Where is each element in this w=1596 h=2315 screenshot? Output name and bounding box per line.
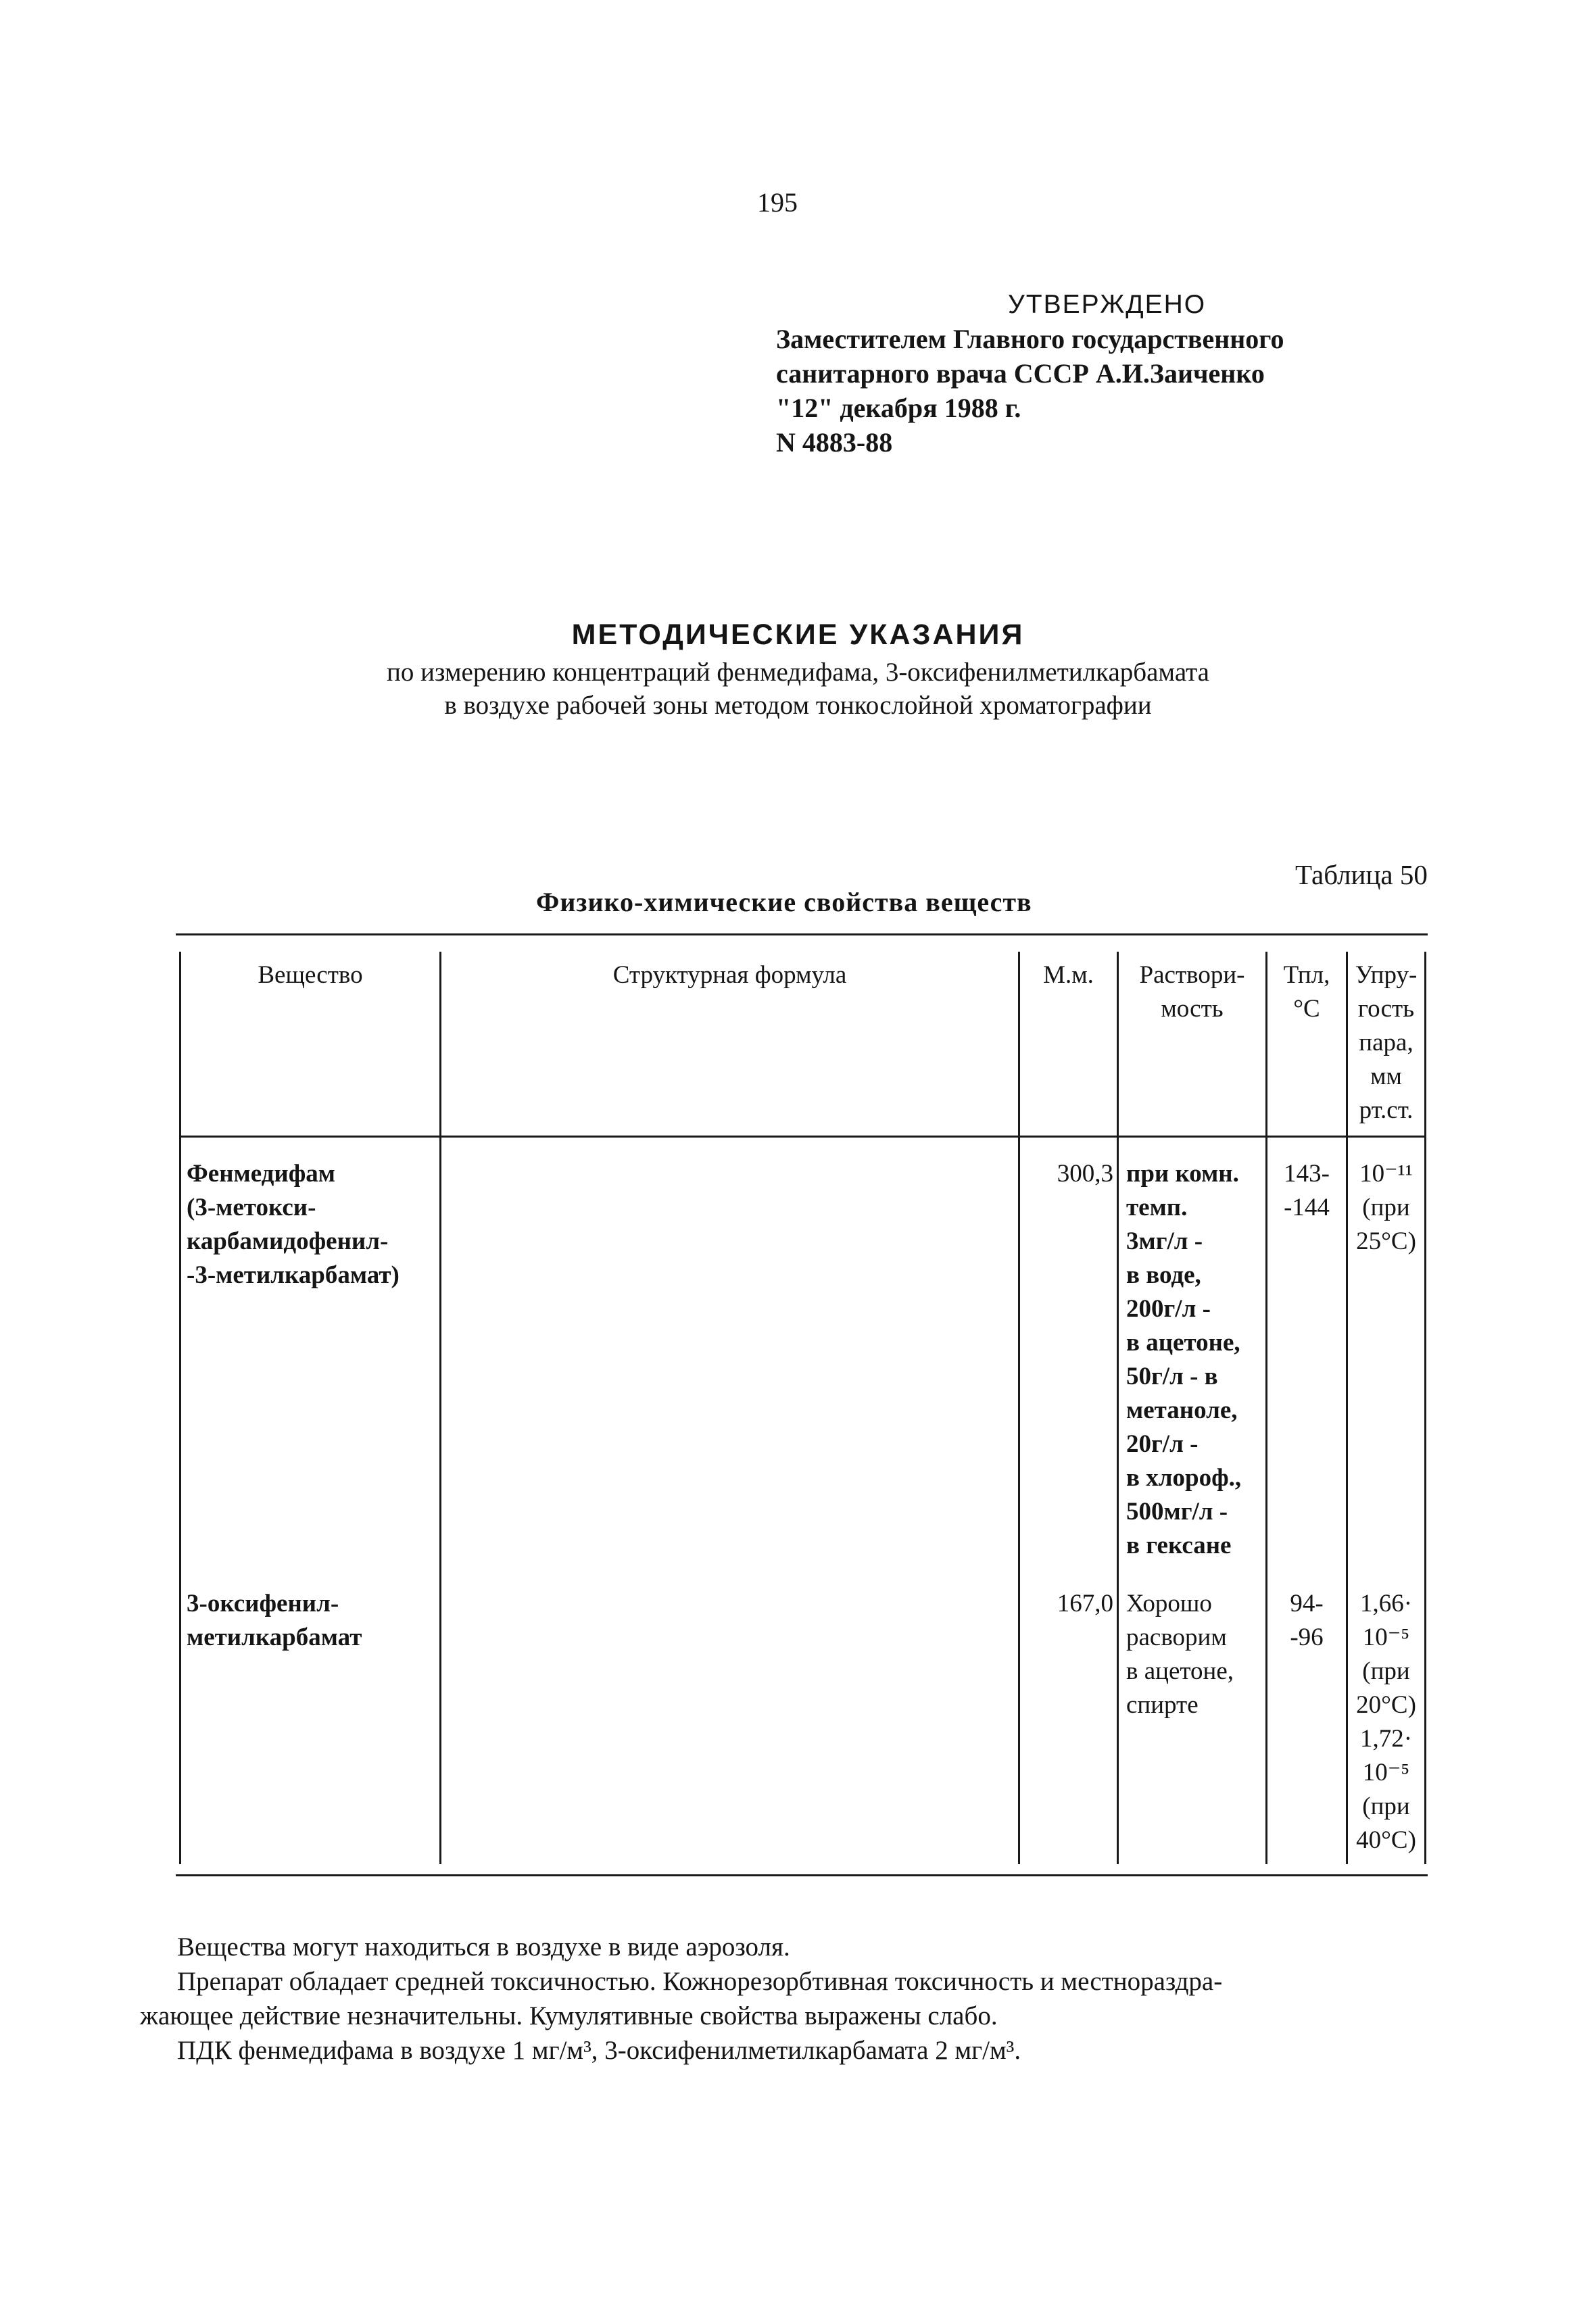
header-separator: [179, 1136, 1426, 1138]
column-divider: [1018, 952, 1020, 1864]
solubility-line: при комн.: [1126, 1160, 1239, 1188]
vapor-pressure-line: (при: [1362, 1793, 1410, 1820]
table-right-border: [1424, 952, 1426, 1864]
melting-point-cell: [1267, 1157, 1346, 1225]
notes-block: [140, 1930, 1461, 2068]
melting-point-line: -96: [1290, 1624, 1324, 1651]
note-paragraph: ПДК фенмедифама в воздухе 1 мг/м³, 3-оксифенилметилкарбамата 2 мг/м³.: [177, 2036, 1021, 2065]
vapor-pressure-line: 20°С): [1356, 1691, 1416, 1719]
note-paragraph: жающее действие незначительны. Кумулятивные свойства выражены слабо.: [140, 2001, 998, 2030]
substance-line: метилкарбамат: [187, 1624, 362, 1651]
column-header: [1348, 958, 1424, 1127]
column-header: [441, 958, 1018, 992]
page-number: 195: [757, 187, 798, 218]
molar-mass-cell: 167,0: [1057, 1590, 1113, 1617]
table-left-border: [179, 952, 181, 1864]
vapor-pressure-line: 40°С): [1356, 1826, 1416, 1854]
molar-mass-cell: 300,3: [1057, 1160, 1113, 1188]
column-header-line: мость: [1161, 995, 1224, 1023]
column-header: [1119, 958, 1265, 1026]
solubility-line: 50г/л - в: [1126, 1363, 1218, 1390]
subtitle-line: в воздухе рабочей зоны методом тонкослойной хроматографии: [444, 691, 1152, 720]
column-header-line: пара,: [1359, 1029, 1413, 1056]
approval-line: Заместителем Главного государственного: [776, 324, 1284, 354]
solubility-line: расворим: [1126, 1624, 1227, 1651]
substance-line: 3-оксифенил-: [187, 1590, 339, 1617]
approval-line: санитарного врача СССР А.И.Заиченко: [776, 358, 1265, 389]
substance-line: (3-метокси-: [187, 1194, 316, 1221]
column-header-line: °С: [1293, 995, 1320, 1023]
vapor-pressure-line: 25°С): [1356, 1227, 1416, 1255]
melting-point-cell: [1267, 1587, 1346, 1655]
column-header: [1020, 958, 1117, 992]
column-header-line: Раствори-: [1139, 961, 1245, 989]
solubility-line: в хлороф.,: [1126, 1464, 1242, 1492]
column-header-line: рт.ст.: [1359, 1096, 1413, 1124]
note-paragraph: Препарат обладает средней токсичностью. Кожнорезорбтивная токсичность и местнораздра-: [177, 1967, 1223, 1996]
solubility-line: метаноле,: [1126, 1396, 1238, 1424]
solubility-line: в ацетоне,: [1126, 1329, 1240, 1357]
approval-line: N 4883-88: [776, 427, 893, 458]
vapor-pressure-cell: [1348, 1157, 1424, 1259]
vapor-pressure-line: (при: [1362, 1194, 1410, 1221]
column-divider: [439, 952, 441, 1864]
vapor-pressure-cell: [1348, 1587, 1424, 1857]
solubility-line: 200г/л -: [1126, 1295, 1211, 1323]
melting-point-line: 143-: [1284, 1160, 1330, 1188]
table-row-substance: [187, 1157, 438, 1292]
substance-line: Фенмедифам: [187, 1160, 335, 1188]
column-divider: [1117, 952, 1119, 1864]
table-row-substance: [187, 1587, 438, 1655]
substance-line: карбамидофенил-: [187, 1227, 389, 1255]
table-top-rule: [176, 933, 1428, 935]
column-header: [181, 958, 439, 992]
column-header-line: М.м.: [1043, 961, 1094, 989]
approval-heading: УТВЕРЖДЕНО: [1008, 290, 1207, 319]
approval-line: "12" декабря 1988 г.: [776, 393, 1021, 423]
table-caption: Физико-химические свойства веществ: [536, 887, 1032, 917]
column-header-line: Тпл,: [1283, 961, 1330, 989]
solubility-line: темп.: [1126, 1194, 1188, 1221]
melting-point-line: 94-: [1290, 1590, 1324, 1617]
vapor-pressure-line: 10⁻¹¹: [1359, 1160, 1413, 1188]
vapor-pressure-line: (при: [1362, 1657, 1410, 1685]
vapor-pressure-line: 10⁻⁵: [1362, 1624, 1410, 1651]
document-title: МЕТОДИЧЕСКИЕ УКАЗАНИЯ: [571, 618, 1025, 651]
solubility-cell: [1126, 1157, 1265, 1563]
subtitle-line: по измерению концентраций фенмедифама, 3-оксифенилметилкарбамата: [387, 658, 1209, 687]
vapor-pressure-line: 10⁻⁵: [1362, 1759, 1410, 1786]
solubility-line: в ацетоне,: [1126, 1657, 1234, 1685]
column-header: [1267, 958, 1346, 1026]
melting-point-line: -144: [1284, 1194, 1330, 1221]
document-subtitle: [0, 656, 1596, 722]
solubility-line: Хорошо: [1126, 1590, 1212, 1617]
solubility-cell: [1126, 1587, 1265, 1722]
solubility-line: в гексане: [1126, 1532, 1232, 1559]
column-divider: [1265, 952, 1267, 1864]
solubility-line: в воде,: [1126, 1261, 1201, 1289]
column-header-line: мм: [1370, 1063, 1402, 1090]
column-header-line: Вещество: [258, 961, 363, 989]
table-bottom-rule: [176, 1874, 1428, 1876]
column-header-line: гость: [1357, 995, 1415, 1023]
vapor-pressure-line: 1,72·: [1359, 1725, 1413, 1753]
solubility-line: 3мг/л -: [1126, 1227, 1203, 1255]
solubility-line: 500мг/л -: [1126, 1498, 1228, 1526]
table-number: Таблица 50: [1295, 859, 1428, 890]
approval-block: [776, 287, 1284, 460]
substance-line: -3-метилкарбамат): [187, 1261, 400, 1289]
column-header-line: Упру-: [1355, 961, 1418, 989]
solubility-line: 20г/л -: [1126, 1430, 1199, 1458]
column-header-line: Структурная формула: [612, 961, 847, 989]
vapor-pressure-line: 1,66·: [1359, 1590, 1413, 1617]
solubility-line: спирте: [1126, 1691, 1199, 1719]
note-paragraph: Вещества могут находиться в воздухе в виде аэрозоля.: [177, 1932, 790, 1961]
